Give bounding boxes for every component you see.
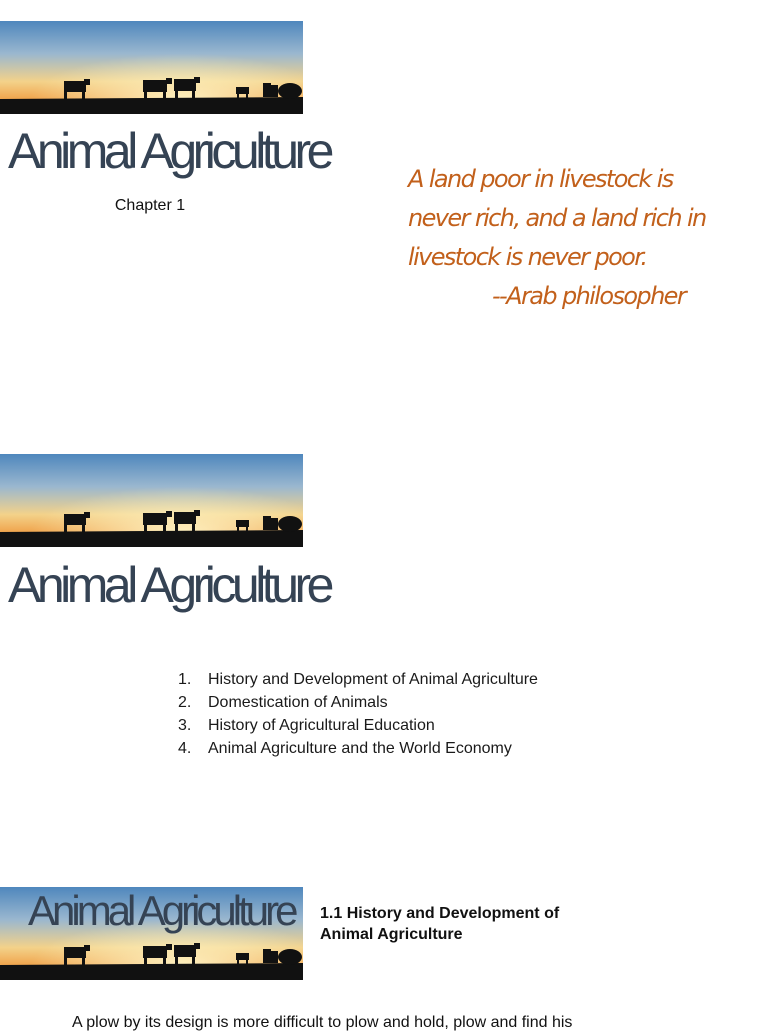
list-text: History of Agricultural Education [208, 717, 435, 734]
list-item [178, 714, 538, 737]
list-number: 4. [178, 740, 192, 757]
slide-title: Animal Agriculture [8, 557, 330, 613]
list-text: Domestication of Animals [208, 694, 388, 711]
livestock-quote [408, 160, 728, 316]
list-text: Animal Agriculture and the World Economy [208, 740, 512, 757]
list-number: 2. [178, 694, 192, 711]
section-heading [320, 903, 620, 945]
list-number: 1. [178, 671, 192, 688]
quote-attribution: --Arab philosopher [492, 282, 686, 310]
section-heading-line: Animal Agriculture [320, 926, 463, 943]
list-text: History and Development of Animal Agriculture [208, 671, 538, 688]
slide-title: Animal Agriculture [28, 887, 295, 934]
list-item [178, 691, 538, 714]
sunset-cattle-silhouette [0, 21, 303, 114]
list-item [178, 668, 538, 691]
sunset-cattle-silhouette [0, 454, 303, 547]
list-item [178, 737, 538, 760]
chapter-label: Chapter 1 [114, 197, 186, 214]
slide-title: Animal Agriculture [8, 123, 330, 179]
quote-line: livestock is never poor. [408, 243, 647, 271]
section-heading-line: 1.1 History and Development of [320, 905, 560, 922]
banner-image [0, 454, 303, 547]
quote-line: A land poor in livestock is [408, 165, 673, 193]
quote-line: never rich, and a land rich in [408, 204, 706, 232]
chapter-contents-list [178, 668, 538, 760]
banner-image [0, 21, 303, 114]
list-number: 3. [178, 717, 192, 734]
body-text: A plow by its design is more difficult to plow and hold, plow and find his [72, 1014, 573, 1031]
